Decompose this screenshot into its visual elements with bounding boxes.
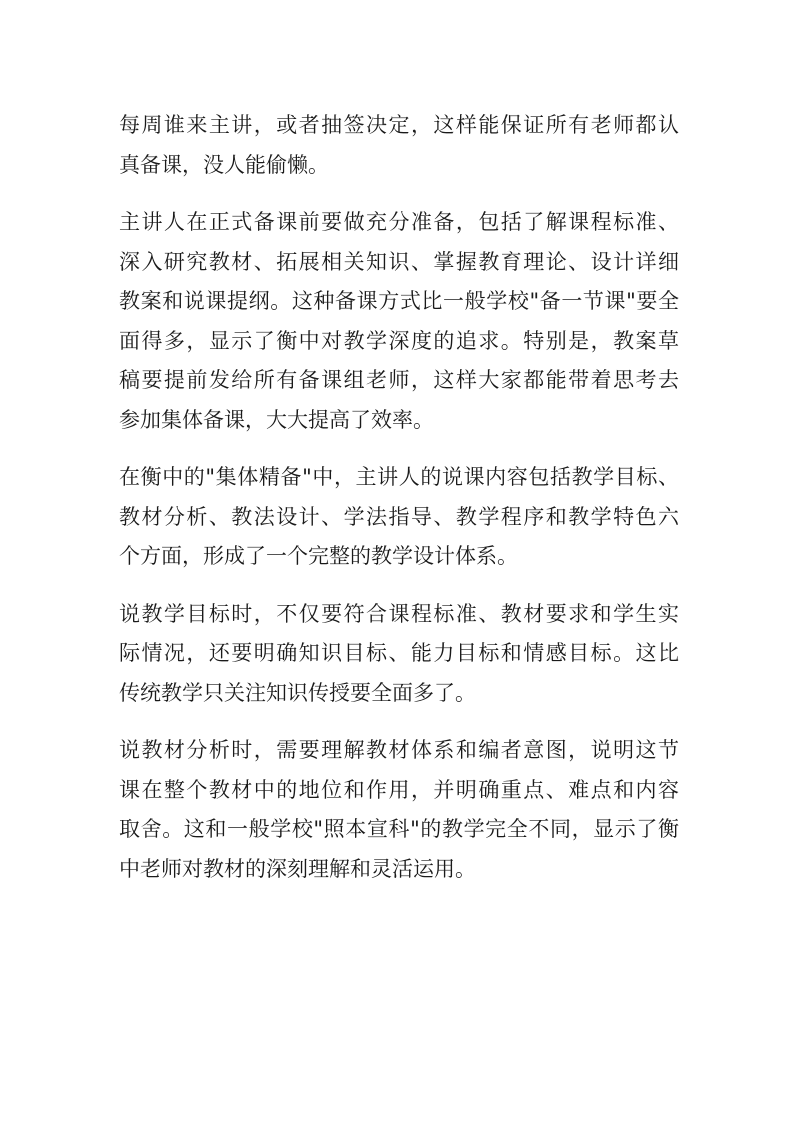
text-line: 个方面，形成了一个完整的教学设计体系。 (119, 544, 518, 568)
text-line: 主讲人在正式备课前要做充分准备，包括了解课程标准、 (119, 210, 679, 234)
text-line: 在衡中的"集体精备"中，主讲人的说课内容包括教学目标、 (119, 465, 679, 489)
paragraph-3 (119, 458, 679, 577)
text-line: 说教学目标时，不仅要符合课程标准、教材要求和学生实 (119, 601, 679, 626)
text-line: 际情况，还要明确知识目标、能力目标和情感目标。这比 (119, 641, 679, 665)
paragraph-2 (119, 203, 679, 440)
text-line: 教案和说课提纲。这种备课方式比一般学校"备一节课"要全 (119, 289, 679, 313)
paragraph-1 (119, 106, 679, 185)
paragraph-4 (119, 595, 679, 714)
paragraph-5 (119, 731, 679, 889)
text-line: 每周谁来主讲，或者抽签决定，这样能保证所有老师都认 (119, 113, 679, 137)
document-body (119, 106, 679, 907)
text-line: 中老师对教材的深刻理解和灵活运用。 (119, 856, 476, 881)
text-line: 说教材分析时，需要理解教材体系和编者意图，说明这节 (119, 738, 679, 762)
text-line: 真备课，没人能偷懒。 (119, 152, 329, 177)
text-line: 参加集体备课，大大提高了效率。 (119, 407, 434, 432)
text-line: 课在整个教材中的地位和作用，并明确重点、难点和内容 (119, 777, 679, 802)
text-line: 取舍。这和一般学校"照本宣科"的教学完全不同，显示了衡 (119, 817, 679, 841)
text-line: 稿要提前发给所有备课组老师，这样大家都能带着思考去 (119, 368, 679, 392)
text-line: 教材分析、教法设计、学法指导、教学程序和教学特色六 (119, 504, 679, 529)
text-line: 面得多，显示了衡中对教学深度的追求。特别是，教案草 (119, 328, 679, 353)
text-line: 传统教学只关注知识传授要全面多了。 (119, 680, 476, 705)
text-line: 深入研究教材、拓展相关知识、掌握教育理论、设计详细 (119, 249, 679, 274)
